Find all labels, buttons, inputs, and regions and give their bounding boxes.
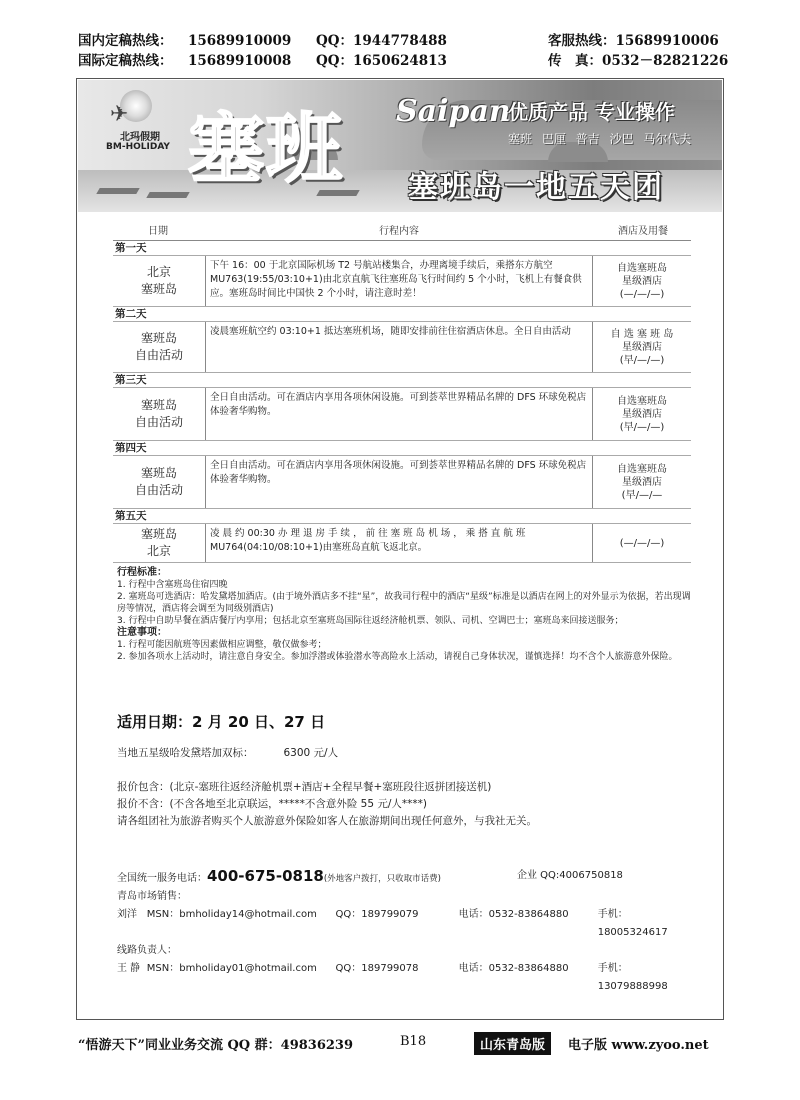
hotline-row-domestic — [78, 31, 447, 51]
hotel-upgrade — [117, 745, 338, 760]
day-place — [113, 322, 205, 372]
service-note: (外地客户拨打，只收取市话费) — [323, 874, 441, 884]
contact-mobile: 手机：13079888998 — [597, 963, 668, 992]
price-terms — [117, 779, 537, 830]
standard-item: 1. 行程中含塞班岛住宿四晚 — [117, 580, 228, 590]
hotel-grade: 星级酒店 — [622, 341, 662, 353]
place-to: 塞班岛 — [140, 282, 177, 296]
price-include: 报价包含：(北京-塞班往返经济舱机票+酒店+全程早餐+塞班段往返拼团接送机) — [117, 781, 492, 793]
price-exclude: 报价不含：(不含各地至北京联运，*****不含意外险 55 元/人****) — [117, 798, 428, 810]
itinerary-table — [113, 224, 691, 563]
day-row — [113, 322, 691, 373]
insurance-advice: 请各组团社为旅游者购买个人旅游意外保险如客人在旅游期间出现任何意外，与我社无关。 — [117, 815, 537, 827]
edition-badge: 山东青岛版 — [474, 1032, 551, 1055]
fax-label: 传 真： — [548, 53, 602, 69]
banner-saipan-script: Saipan — [396, 94, 511, 129]
service-phone: 400-675-0818 — [207, 867, 324, 885]
plane-icon: ✈ — [110, 102, 129, 127]
day-label: 第五天 — [113, 509, 691, 524]
contact-msn: MSN：bmholiday01@hotmail.com — [146, 963, 317, 974]
itinerary-header — [113, 224, 691, 241]
fax-line — [548, 51, 728, 71]
hotline-qq: QQ：1944778488 — [316, 33, 447, 49]
caution-item: 2. 参加各项水上活动时，请注意自身安全。参加浮潜或体验潜水等高险水上活动，请视自己身体状况，谨慎选择！均不含个人旅游意外保险。 — [117, 652, 678, 662]
day-block — [113, 509, 691, 563]
lounger-icon — [146, 192, 189, 198]
place-from: 塞班岛 — [140, 398, 177, 412]
place-to: 自由活动 — [134, 483, 183, 497]
day-row — [113, 256, 691, 307]
meals: (早/—/—) — [619, 354, 665, 366]
hotline-row-international — [78, 51, 447, 71]
banner — [78, 80, 722, 212]
service-line — [117, 867, 697, 888]
sales-contact — [117, 906, 697, 942]
hotline-number: 15689910008 — [188, 53, 292, 69]
meals: (—/—/—) — [619, 288, 665, 300]
place-to: 北京 — [146, 544, 171, 558]
footer-qq-group: “悟游天下”同业业务交流 QQ 群：49836239 — [78, 1038, 354, 1053]
day-hotel — [593, 456, 691, 508]
caution-title: 注意事项： — [117, 627, 167, 638]
place-from: 北京 — [146, 265, 171, 279]
service-label: 全国统一服务电话： — [117, 873, 207, 884]
day-block — [113, 441, 691, 509]
contact-name: 王 静 — [117, 963, 141, 974]
hotel-grade: 星级酒店 — [622, 476, 662, 488]
service-hotlines — [548, 31, 728, 71]
banner-slogan: 优质产品 专业操作 — [508, 100, 675, 124]
day-description: 全日自由活动。可在酒店内享用各项休闲设施。可到荟萃世界精品名牌的 DFS 环球免税店体验奢华购物。 — [205, 456, 593, 508]
header-date: 日期 — [148, 226, 168, 237]
day-block — [113, 307, 691, 373]
hotline-qq: QQ：1650624813 — [316, 53, 447, 69]
contact-msn: MSN：bmholiday14@hotmail.com — [146, 909, 317, 920]
company-qq: 企业 QQ:4006750818 — [517, 870, 623, 881]
contact-qq: QQ：189799078 — [335, 963, 419, 974]
contact-tel: 电话：0532-83864880 — [458, 963, 569, 974]
contact-tel: 电话：0532-83864880 — [458, 909, 569, 920]
day-block — [113, 373, 691, 441]
day-place — [113, 456, 205, 508]
place-from: 塞班岛 — [140, 331, 177, 345]
header-content: 行程内容 — [379, 226, 419, 237]
place-to: 自由活动 — [134, 415, 183, 429]
day-description: 凌晨塞班航空约 03:10+1 抵达塞班机场，随即安排前往住宿酒店休息。全日自由活动 — [205, 322, 593, 372]
ad-frame — [76, 78, 724, 1020]
caution-item: 1. 行程可能因航班等因素做相应调整，敬仅做参考； — [117, 640, 327, 650]
day-row — [113, 524, 691, 563]
hotel-name: 自选塞班岛 — [617, 395, 667, 407]
hotline-number: 15689910009 — [188, 33, 292, 49]
day-block — [113, 241, 691, 307]
standard-title: 行程标准： — [117, 567, 167, 578]
day-description: 下午 16：00 于北京国际机场 T2 号航站楼集合，办理离境手续后，乘搭东方航空 MU763(19:55/03:10+1)由北京直航飞往塞班岛飞行时间约 5 个小时，飞机上有餐食供应。塞班岛时间比中国快 2 个小时，请注意时差！ — [205, 256, 593, 306]
day-hotel — [593, 388, 691, 440]
standard-item: 3. 行程中自助早餐在酒店餐厅内享用；包括北京至塞班岛国际往返经济舱机票、领队、司机、空调巴士；塞班岛来回接送服务； — [117, 616, 624, 626]
banner-big-title: 塞班 — [188, 104, 344, 193]
route-contact — [117, 960, 697, 996]
day-hotel — [593, 256, 691, 306]
contact-mobile: 手机：18005324617 — [597, 909, 668, 938]
meals: (—/—/—) — [619, 537, 665, 549]
day-row — [113, 388, 691, 441]
banner-destinations: 塞班 巴厘 普吉 沙巴 马尔代夫 — [508, 132, 692, 146]
day-description: 凌 晨 约 00:30 办 理 退 房 手 续 ， 前 往 塞 班 岛 机 场 ， 乘 搭 直 航 班 MU764(04:10/08:10+1)由塞班岛直航飞返北京。 — [205, 524, 593, 562]
service-label: 客服热线： — [548, 33, 616, 49]
day-row — [113, 456, 691, 509]
hotel-grade: 星级酒店 — [622, 408, 662, 420]
meals: (早/—/—) — [619, 421, 665, 433]
page-footer — [78, 1032, 720, 1054]
sales-title: 青岛市场销售： — [117, 891, 187, 902]
day-place — [113, 524, 205, 562]
hotel-grade: 星级酒店 — [622, 275, 662, 287]
place-to: 自由活动 — [134, 348, 183, 362]
hotline-label: 国内定稿热线： — [78, 33, 173, 49]
customer-service-line — [548, 31, 728, 51]
day-place — [113, 256, 205, 306]
hotel-name: 自选塞班岛 — [617, 463, 667, 475]
itinerary-notes — [117, 567, 697, 663]
contact-qq: QQ：189799079 — [335, 909, 419, 920]
upgrade-price: 6300 元/人 — [283, 747, 339, 759]
banner-subtitle: 塞班岛一地五天团 — [408, 170, 664, 205]
day-hotel — [593, 322, 691, 372]
footer-website: 电子版 www.zyoo.net — [568, 1038, 709, 1053]
logo-name-cn: 北玛假期 — [120, 132, 160, 143]
service-number: 15689910006 — [615, 33, 719, 49]
company-logo — [96, 88, 176, 154]
route-title: 线路负责人： — [117, 945, 177, 956]
contact-name: 刘洋 — [117, 909, 137, 920]
contact-section — [117, 867, 697, 996]
hotline-label: 国际定稿热线： — [78, 53, 173, 69]
day-hotel — [593, 524, 691, 562]
day-label: 第一天 — [113, 241, 691, 256]
day-place — [113, 388, 205, 440]
page-number: B18 — [400, 1034, 427, 1049]
lounger-icon — [96, 188, 139, 194]
header-hotel-meals: 酒店及用餐 — [618, 226, 668, 237]
day-label: 第四天 — [113, 441, 691, 456]
standard-item: 2. 塞班岛可选酒店：哈发黛塔加酒店。(由于境外酒店多不挂“星”，故我司行程中的酒店“星级”标准是以酒店在网上的对外显示为依据，若出现调房等情况，酒店将会调至为同级别酒店) — [117, 592, 691, 614]
meals: (早/—/— — [621, 489, 663, 501]
fax-number: 0532－82821226 — [602, 53, 729, 69]
hotel-name: 自 选 塞 班 岛 — [610, 328, 674, 340]
day-label: 第三天 — [113, 373, 691, 388]
domestic-international-hotlines — [78, 31, 447, 71]
day-label: 第二天 — [113, 307, 691, 322]
logo-name-en: BM-HOLIDAY — [106, 142, 170, 152]
place-from: 塞班岛 — [140, 527, 177, 541]
upgrade-label: 当地五星级哈发黛塔加双标： — [117, 747, 254, 759]
place-from: 塞班岛 — [140, 466, 177, 480]
applicable-dates: 适用日期：2 月 20 日、27 日 — [117, 713, 326, 731]
hotel-name: 自选塞班岛 — [617, 262, 667, 274]
day-description: 全日自由活动。可在酒店内享用各项休闲设施。可到荟萃世界精品名牌的 DFS 环球免税店体验奢华购物。 — [205, 388, 593, 440]
